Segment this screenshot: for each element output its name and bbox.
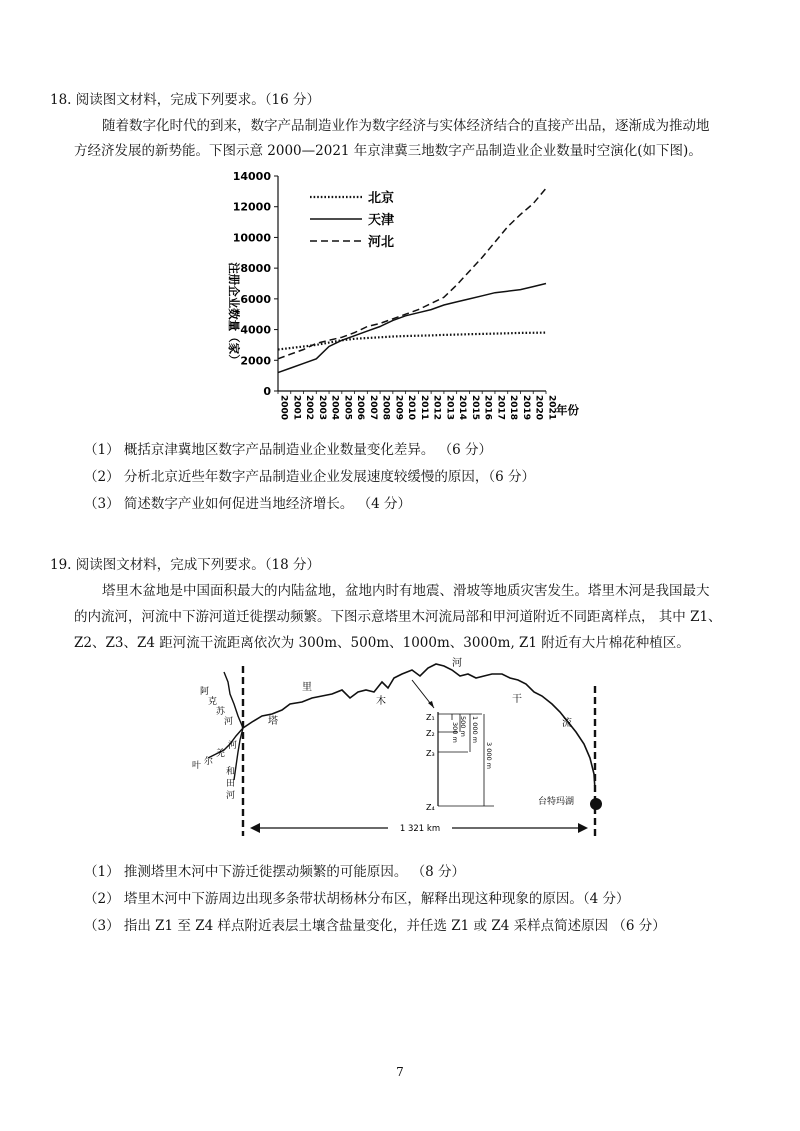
q19-sub-question-2: （2） 塔里木河中下游周边出现多条带状胡杨林分布区，解释出现这种现象的原因。（4 分） [84,891,630,907]
x-tick-label: 2021 [546,395,557,421]
river-char-1: 塔 [268,716,278,727]
q18-sub-question-2: （2） 分析北京近些年数字产品制造业企业发展速度较缓慢的原因，（6 分） [84,469,536,485]
distance-1000: 1 000 m [471,716,479,744]
series-line-天津 [278,284,546,373]
legend-label: 河北 [368,235,395,250]
q18-sub-question-1: （1） 概括京津冀地区数字产品制造业企业数量变化差异。 （6 分） [84,442,493,458]
yarkand-char-1: 叶 [192,761,202,771]
q19-sub-question-3: （3） 指出 Z1 至 Z4 样点附近表层土壤含盐量变化，并任选 Z1 或 Z4 采样点简述原因 （6 分） [84,918,666,934]
q18-sub-question-3: （3） 简述数字产业如何促进当地经济增长。 （4 分） [84,496,412,512]
x-tick-label: 2018 [508,395,519,421]
x-tick-label: 2014 [457,395,468,421]
sample-z4: Z₄ [426,803,435,812]
q19-heading: 19. 阅读图文材料，完成下列要求。（18 分） [50,557,320,573]
y-tick-label: 12000 [232,200,271,214]
x-tick-label: 2012 [431,395,442,421]
x-tick-label: 2003 [316,395,327,421]
q18-paragraph-2: 方经济发展的新势能。下图示意 2000—2021 年京津冀三地数字产品制造业企业数量时空演化(如下图)。 [74,143,702,159]
distance-3000: 3 000 m [485,742,493,770]
hotan-char-1: 和 [226,767,236,777]
sample-z2: Z₂ [426,729,435,738]
x-tick-label: 2000 [278,395,289,421]
x-tick-label: 2017 [495,395,506,421]
line-chart-svg [200,164,580,432]
river-map-svg [190,656,620,842]
distance-500: 500 m [459,716,467,737]
x-tick-label: 2001 [291,395,302,421]
sample-z3: Z₃ [426,749,435,758]
yarkand-char-2: 尔 [204,757,214,767]
river-char-5: 干 [512,694,522,705]
river-char-4: 河 [452,658,462,669]
q19-paragraph-1: 塔里木盆地是中国面积最大的内陆盆地，盆地内时有地震、滑坡等地质灾害发生。塔里木河是我国最大 [102,583,710,599]
y-tick-label: 10000 [232,231,271,245]
chart-series [278,188,546,372]
y-tick-label: 14000 [232,170,271,183]
endpoint-label: 台特玛湖 [537,797,574,807]
yarkand-char-3: 羌 [216,749,226,759]
chart-axes [233,170,557,420]
x-tick-label: 2007 [367,395,378,421]
x-tick-label: 2019 [520,395,531,421]
x-tick-label: 2005 [342,395,353,421]
distance-300: 300 m [451,722,459,743]
tarim-main-river [243,664,595,790]
x-tick-label: 2002 [304,395,315,421]
river-length-label: 1 321 km [399,824,441,834]
chart-legend [310,190,395,250]
aksu-char-1: 阿 [200,687,210,697]
x-tick-label: 2011 [418,395,429,421]
x-tick-label: 2016 [482,395,493,421]
series-line-河北 [278,188,546,358]
y-tick-label: 8000 [240,262,271,276]
x-tick-label: 2020 [533,395,544,421]
y-tick-label: 4000 [240,323,271,337]
x-tick-label: 2006 [355,395,366,421]
legend-label: 天津 [368,213,395,228]
y-tick-label: 2000 [240,354,271,368]
q18-heading: 18. 阅读图文材料，完成下列要求。（16 分） [50,92,320,108]
sample-z1: Z₁ [426,713,435,722]
aksu-char-2: 克 [208,697,218,707]
river-char-6: 流 [562,718,572,729]
x-axis-label: 年份 [556,403,579,417]
y-tick-label: 0 [263,385,271,398]
x-tick-label: 2009 [393,395,404,421]
q19-sub-question-1: （1） 推测塔里木河中下游迁徙摆动频繁的可能原因。 （8 分） [84,864,466,880]
x-tick-label: 2004 [329,395,340,421]
yarkand-char-4: 河 [228,741,238,751]
hotan-char-3: 河 [226,791,236,801]
river-char-3: 木 [376,696,386,707]
x-tick-label: 2015 [469,395,480,421]
taitema-lake-marker [590,798,602,810]
q19-paragraph-3: Z2、Z3、Z4 距河流干流距离依次为 300m、500m、1000m、3000m, Z1 附近有大片棉花种植区。 [74,635,690,651]
tarim-river-map [190,656,620,842]
legend-label: 北京 [368,191,395,206]
y-axis-label: 注册企业数量（家） [227,262,241,366]
hotan-char-2: 田 [226,779,236,789]
series-line-北京 [278,333,546,350]
x-tick-label: 2008 [380,395,391,421]
q19-paragraph-2: 的内流河，河流中下游河道迁徙摆动频繁。下图示意塔里木河流局部和甲河道附近不同距离样点， 其中 Z1、 [74,609,722,625]
page-number: 7 [396,1065,404,1079]
river-char-2: 里 [302,682,312,693]
q18-paragraph-1: 随着数字化时代的到来，数字产品制造业作为数字经济与实体经济结合的直接产出品，逐渐成为推动地 [102,118,710,134]
x-tick-label: 2010 [406,395,417,421]
enterprise-count-chart [200,164,580,432]
aksu-char-4: 河 [224,717,234,727]
x-tick-label: 2013 [444,395,455,421]
y-tick-label: 6000 [240,292,271,306]
aksu-char-3: 苏 [216,707,226,717]
